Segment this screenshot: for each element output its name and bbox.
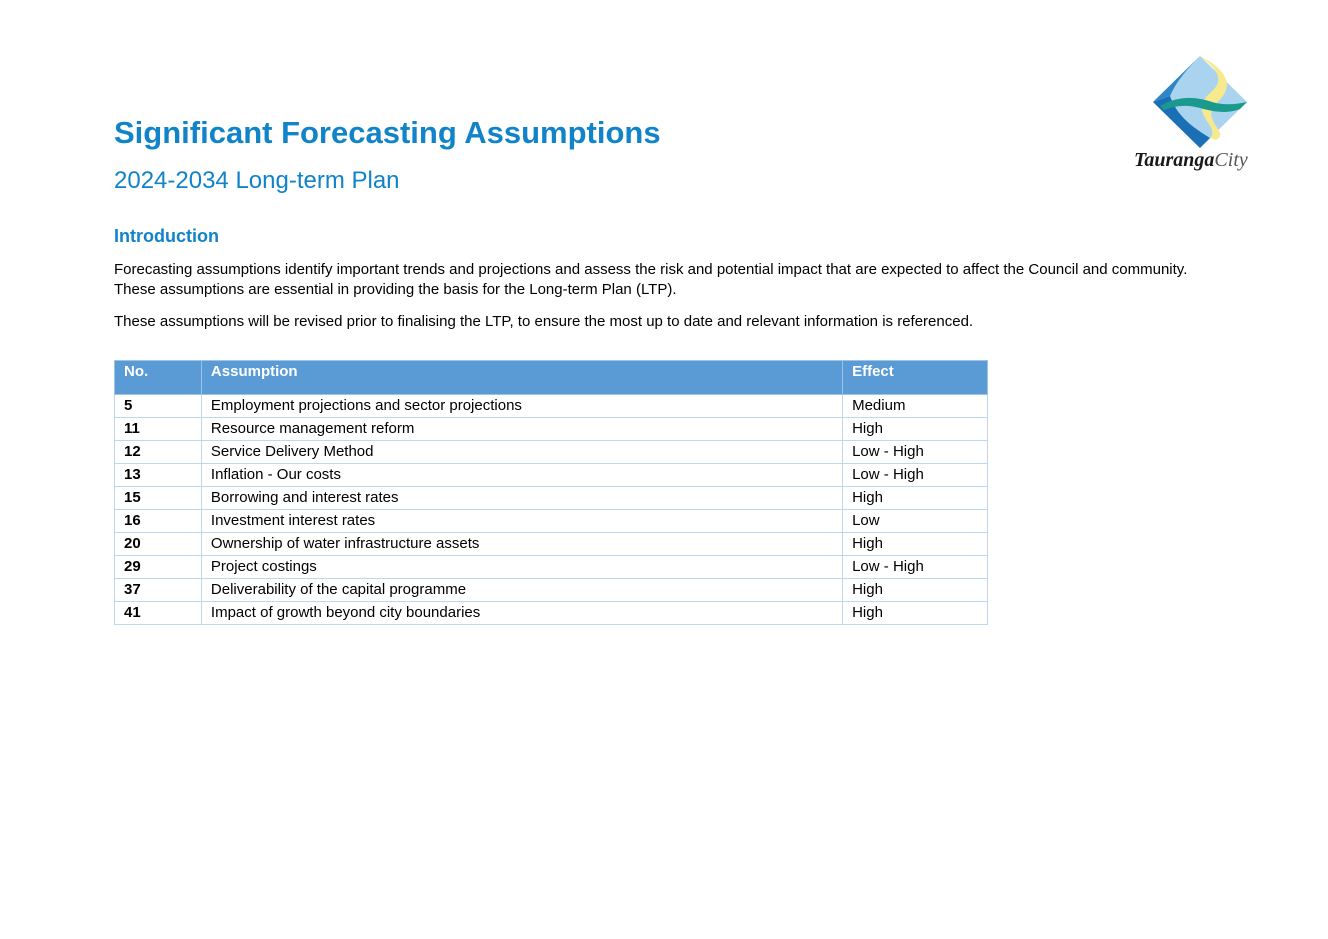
cell-effect: High: [843, 487, 988, 510]
logo-text-tauranga: Tauranga: [1134, 149, 1215, 171]
cell-assumption: Deliverability of the capital programme: [201, 579, 842, 602]
cell-no: 5: [115, 395, 202, 418]
cell-no: 11: [115, 418, 202, 441]
table-row: [115, 395, 988, 418]
cell-effect: Medium: [843, 395, 988, 418]
cell-effect: High: [843, 579, 988, 602]
cell-assumption: Resource management reform: [201, 418, 842, 441]
table-row: [115, 533, 988, 556]
cell-no: 16: [115, 510, 202, 533]
cell-effect: High: [843, 533, 988, 556]
cell-assumption: Service Delivery Method: [201, 441, 842, 464]
cell-assumption: Employment projections and sector projections: [201, 395, 842, 418]
logo-text-city: City: [1214, 149, 1248, 171]
cell-assumption: Project costings: [201, 556, 842, 579]
logo-diamond-icon: [1130, 52, 1270, 148]
table-row: [115, 556, 988, 579]
cell-no: 15: [115, 487, 202, 510]
cell-effect: Low - High: [843, 441, 988, 464]
cell-no: 12: [115, 441, 202, 464]
table-row: [115, 441, 988, 464]
cell-assumption: Inflation - Our costs: [201, 464, 842, 487]
intro-paragraph-2: These assumptions will be revised prior to finalising the LTP, to ensure the most up to date and relevant information is referenced.: [114, 313, 974, 330]
table-row: [115, 487, 988, 510]
table-row: [115, 464, 988, 487]
cell-no: 20: [115, 533, 202, 556]
header-no: No.: [115, 361, 202, 395]
cell-effect: High: [843, 418, 988, 441]
cell-assumption: Investment interest rates: [201, 510, 842, 533]
table-row: [115, 510, 988, 533]
cell-no: 13: [115, 464, 202, 487]
cell-assumption: Borrowing and interest rates: [201, 487, 842, 510]
assumptions-table: [114, 360, 988, 625]
header-assumption: Assumption: [201, 361, 842, 395]
cell-effect: High: [843, 602, 988, 625]
section-heading-introduction: Introduction: [114, 226, 219, 246]
cell-assumption: Ownership of water infrastructure assets: [201, 533, 842, 556]
table-row: [115, 602, 988, 625]
cell-effect: Low - High: [843, 556, 988, 579]
table-header-row: [115, 361, 988, 395]
logo-wordmark: [1134, 148, 1248, 172]
page-subtitle: 2024-2034 Long-term Plan: [114, 167, 400, 194]
intro-paragraph-1: Forecasting assumptions identify important trends and projections and assess the risk and potential impact that are expected to affect the Council and community. These assumptions are essential in providing the basis for the Long-term Plan (LTP).: [114, 261, 1188, 298]
table-row: [115, 579, 988, 602]
header-effect: Effect: [843, 361, 988, 395]
cell-no: 37: [115, 579, 202, 602]
cell-effect: Low - High: [843, 464, 988, 487]
cell-effect: Low: [843, 510, 988, 533]
cell-assumption: Impact of growth beyond city boundaries: [201, 602, 842, 625]
table-row: [115, 418, 988, 441]
cell-no: 41: [115, 602, 202, 625]
page-title: Significant Forecasting Assumptions: [114, 115, 661, 150]
tauranga-city-logo: [1130, 52, 1270, 176]
cell-no: 29: [115, 556, 202, 579]
